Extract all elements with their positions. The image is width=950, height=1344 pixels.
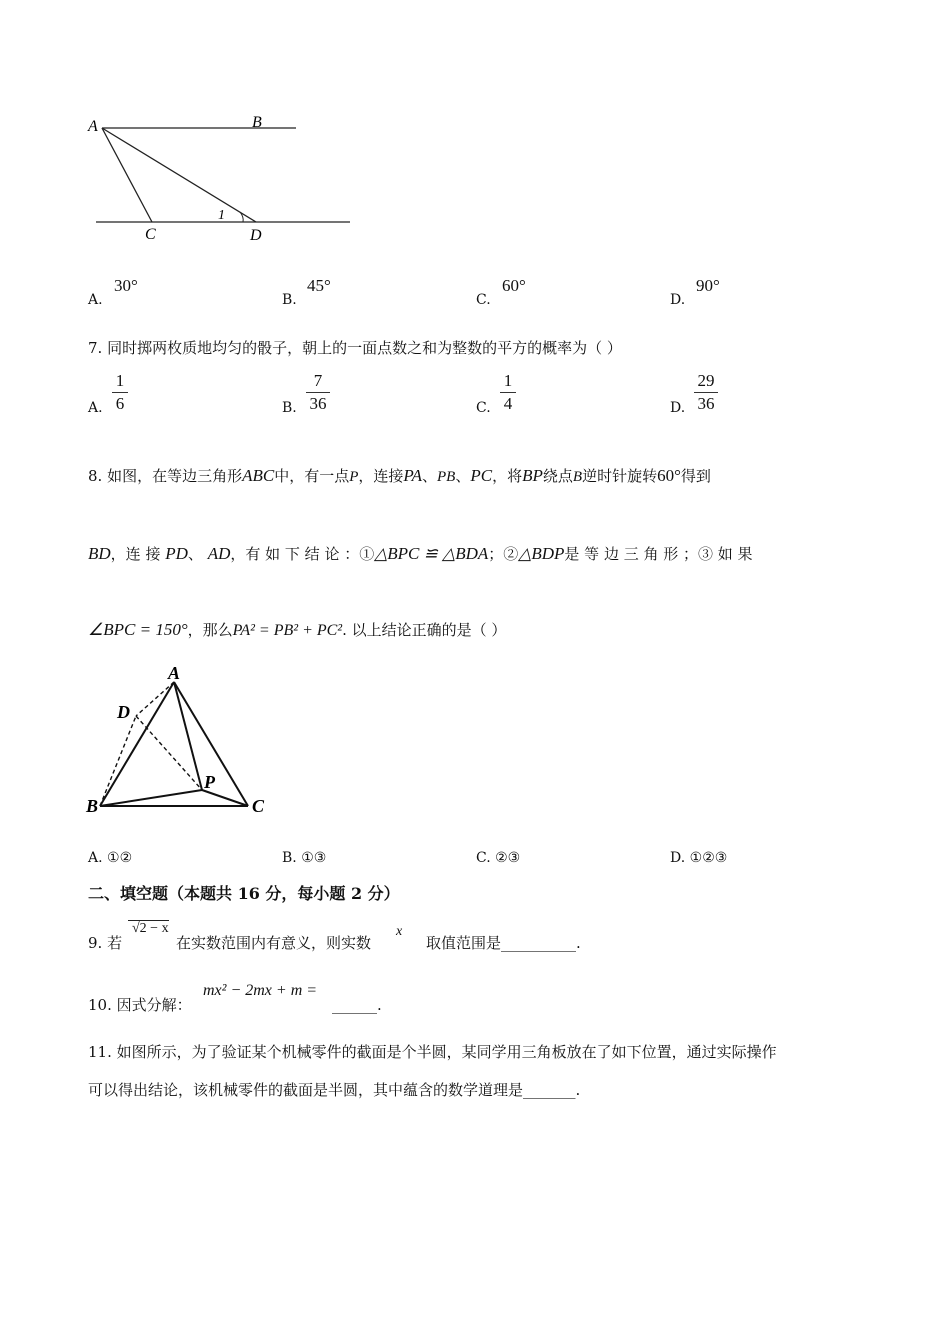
- q8-option-d: [670, 848, 727, 868]
- q7-option-b-num: 7: [313, 371, 323, 390]
- q8-l1-text-a: 8. 如图，在等边三角形: [88, 467, 243, 485]
- q7-option-b-den: 36: [309, 394, 327, 413]
- q8-option-c-letter: C.: [476, 850, 491, 866]
- q8-l1-text-c: ，连接: [358, 467, 404, 485]
- q6-option-b-letter: B.: [282, 292, 297, 308]
- label-p: P: [204, 772, 215, 792]
- segment-bd-dashed: [100, 716, 136, 806]
- label-c: C: [252, 796, 265, 816]
- q8-l2-conclusion2: △BDP: [518, 544, 565, 563]
- q8-l1-text-f: 逆时针旋转: [582, 467, 658, 485]
- q6-option-d-letter: D.: [670, 292, 686, 308]
- q7-option-d-fraction: [694, 371, 718, 414]
- q8-l1-deg: 60°: [657, 466, 681, 485]
- q8-option-a-value: ①②: [107, 850, 133, 866]
- q8-l1-text-g: 得到: [680, 467, 711, 485]
- edge-ab: [100, 682, 174, 806]
- q7-option-d-letter: D.: [670, 400, 686, 416]
- q7-option-c-den: 4: [503, 394, 513, 413]
- q7-option-b-letter: B.: [282, 400, 297, 416]
- label-d: D: [117, 702, 130, 722]
- q8-option-c: [476, 848, 520, 868]
- label-b: B: [252, 114, 262, 131]
- label-d: D: [250, 227, 262, 244]
- q8-l2-pd: PD: [165, 544, 188, 563]
- q8-l2-ad: AD: [207, 544, 231, 563]
- q8-l1-abc: ABC: [242, 466, 275, 485]
- q9-text-a: 9. 若: [88, 934, 123, 952]
- segment-ad: [102, 128, 256, 222]
- figure-equilateral-triangle: [80, 660, 280, 825]
- q8-l3-angle: ∠BPC = 150°: [88, 620, 188, 639]
- q7-stem: 7. 同时掷两枚质地均匀的骰子，朝上的一面点数之和为整数的平方的概率为（ ）: [88, 339, 622, 357]
- q8-line3: [88, 620, 506, 641]
- q7-option-d-num: 29: [697, 371, 715, 390]
- q8-l2-conclusion1: △BPC ≌ △BDA: [374, 544, 489, 563]
- q8-option-c-value: ②③: [495, 850, 521, 866]
- q8-l2-sep: 、: [187, 545, 203, 563]
- q10-text-a: 10. 因式分解：: [88, 996, 192, 1014]
- segment-ad-dashed: [136, 682, 174, 716]
- figure-parallel-lines: [80, 108, 370, 248]
- label-a: A: [168, 663, 181, 683]
- q9-var-x: x: [396, 924, 403, 939]
- q6-option-d-value: 90°: [696, 276, 720, 295]
- q8-l1-bp: BP: [522, 466, 543, 485]
- q7-option-a-fraction: [112, 371, 128, 414]
- q10-expression: mx² − 2mx + m =: [203, 982, 318, 999]
- q8-l2-bd: BD: [88, 544, 111, 563]
- q8-l2-text-b: ，有 如 下 结 论 ：①: [230, 545, 375, 563]
- q6-option-a-letter: A.: [88, 292, 103, 308]
- q8-l1-pb: PB: [437, 469, 456, 485]
- q7-option-a-num: 1: [115, 371, 125, 390]
- q7-option-b-fraction: [306, 371, 330, 414]
- q7-option-c-letter: C.: [476, 400, 491, 416]
- q9-radical: √2 − x: [128, 920, 169, 937]
- q8-line1: [88, 466, 711, 487]
- q8-line2: [88, 544, 753, 564]
- segment-ac: [102, 128, 152, 222]
- q8-l3-text-b: . 以上结论正确的是（ ）: [342, 621, 507, 639]
- q8-l1-pc: PC: [470, 466, 493, 485]
- q7-option-c-fraction: [500, 371, 516, 414]
- segment-pb: [100, 790, 202, 806]
- q8-l3-text-a: ，那么: [187, 621, 233, 639]
- q8-l1-b: B: [572, 469, 583, 485]
- q8-l1-sep2: 、: [455, 467, 471, 485]
- q7-option-a-letter: A.: [88, 400, 103, 416]
- q6-option-a-value: 30°: [114, 276, 138, 295]
- q7-option-a-den: 6: [115, 394, 125, 413]
- label-angle-1: 1: [218, 208, 225, 223]
- q8-option-a: [88, 848, 132, 868]
- q8-l2-text-d: 是 等 边 三 角 形 ；③ 如 果: [564, 545, 753, 563]
- q8-l1-p: P: [349, 469, 359, 485]
- q8-l1-text-e: 绕点: [542, 467, 573, 485]
- segment-pc: [202, 790, 248, 806]
- q6-option-c-letter: C.: [476, 292, 491, 308]
- q7-option-c-num: 1: [503, 371, 513, 390]
- q8-l1-sep1: 、: [421, 467, 437, 485]
- q8-option-d-letter: D.: [670, 850, 686, 866]
- q11-line2: 可以得出结论，该机械零件的截面是半圆，其中蕴含的数学道理是_______.: [88, 1081, 581, 1099]
- q8-option-a-letter: A.: [88, 850, 103, 866]
- q9-text-b: 在实数范围内有意义，则实数: [176, 934, 372, 952]
- q8-l2-text-a: ，连 接: [110, 545, 161, 563]
- section-2-heading: 二、填空题（本题共 16 分，每小题 2 分）: [88, 884, 400, 903]
- q6-option-c-value: 60°: [502, 276, 526, 295]
- q8-option-b-value: ①③: [301, 850, 327, 866]
- label-b: B: [86, 796, 99, 816]
- q9-text-c: 取值范围是__________.: [426, 934, 581, 952]
- q8-l2-text-c: ；②: [488, 545, 519, 563]
- q8-l1-text-d: ，将: [492, 467, 523, 485]
- q8-option-d-value: ①②③: [689, 850, 728, 866]
- q6-option-b-value: 45°: [307, 276, 331, 295]
- q11-line1: 11. 如图所示，为了验证某个机械零件的截面是个半圆，某同学用三角板放在了如下位置，通过实际操作: [88, 1043, 777, 1061]
- q8-option-b: [282, 848, 326, 868]
- label-c: C: [145, 226, 156, 243]
- q7-option-d-den: 36: [697, 394, 715, 413]
- q8-option-b-letter: B.: [282, 850, 297, 866]
- q8-l1-text-b: 中，有一点: [274, 467, 350, 485]
- q10-blank: ______.: [332, 996, 382, 1014]
- q8-l3-equation: PA² = PB² + PC²: [232, 622, 343, 639]
- q8-l1-pa: PA: [403, 466, 422, 485]
- label-a: A: [88, 118, 98, 135]
